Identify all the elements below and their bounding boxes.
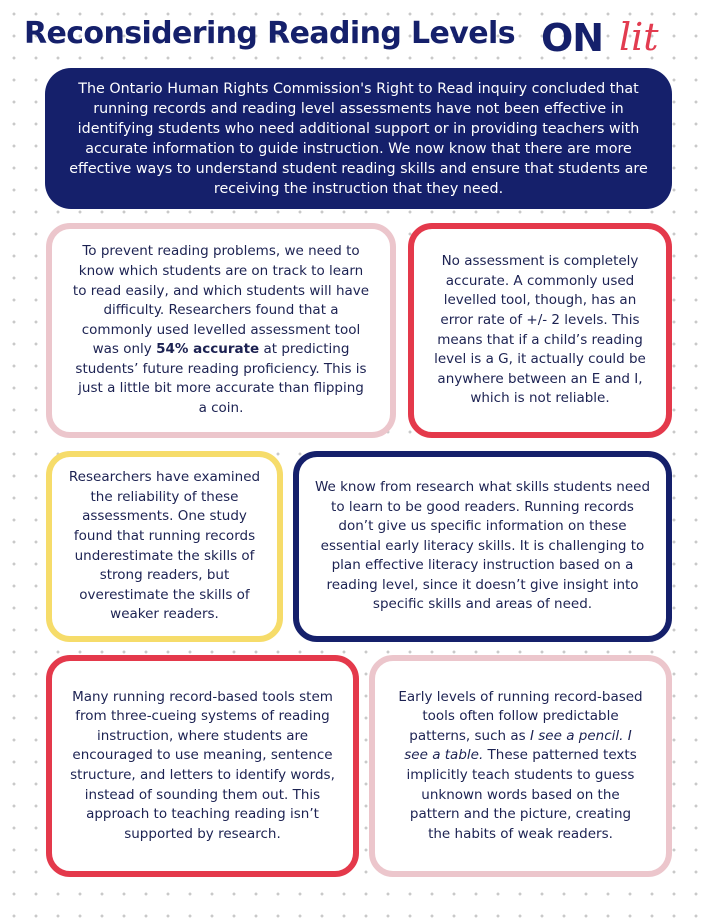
card1-text-before: To prevent reading problems, we need to know which students are on track to learn to read easily, and which students will have difficulty. Researchers found that a commonly used levelled assessment tool was only [72, 243, 370, 358]
onlit-logo [541, 12, 693, 64]
card-reliability [46, 451, 283, 642]
card6-text-italic: I see a pencil. I see a table. [404, 727, 632, 764]
card1-text-after: at predicting students’ future reading proficiency. This is just a little bit more accurate than flipping a coin. [75, 341, 367, 417]
card-prediction-accuracy-text [66, 242, 376, 418]
logo-lit-text: lit [619, 15, 659, 59]
page-title: Reconsidering Reading Levels [24, 16, 515, 51]
card-three-cueing-text: Many running record-based tools stem from three-cueing systems of reading instruction, where students are encouraged to use meaning, sentence structure, and letters to identify words, instead of sounding them out. This approach to teaching reading isn’t supported by research. [70, 688, 335, 842]
card-reliability-text: Researchers have examined the reliability of these assessments. One study found that running records underestimate the skills of strong readers, but overestimate the skills of weaker readers. [68, 469, 261, 623]
card6-text-after: These patterned texts implicitly teach students to guess unknown words based on the pattern and the picture, creating the habits of weak readers. [406, 747, 637, 842]
card-patterned-texts-text [389, 688, 652, 845]
card-three-cueing [46, 655, 359, 877]
card-error-rate [408, 223, 672, 438]
card-prediction-accuracy [46, 223, 396, 438]
intro-banner [45, 68, 672, 209]
card-skills [293, 451, 672, 642]
card1-text-bold: 54% accurate [156, 341, 260, 358]
logo-on-text: ON [541, 16, 604, 60]
card-patterned-texts [369, 655, 672, 877]
card-error-rate-text: No assessment is completely accurate. A commonly used levelled tool, though, has an error rate of +/- 2 levels. This means that if a child’s reading level is a G, it actually could be anywhere between an E and I, which is not reliable. [434, 253, 646, 407]
card6-text-before: Early levels of running record-based tools often follow predictable patterns, such as [398, 688, 643, 744]
card-skills-text: We know from research what skills students need to learn to be good readers. Running records don’t give us specific information on these essential early literacy skills. It is challenging to plan effective literacy instruction based on a reading level, since it doesn’t give insight into specific skills and areas of need. [314, 478, 651, 613]
intro-text: The Ontario Human Rights Commission's Right to Read inquiry concluded that running records and reading level assessments have not been effective in identifying students who need additional support or in providing teachers with accurate information to guide instruction. We now know that there are more effective ways to understand student reading skills and ensure that students are receiving the instruction that they need. [69, 80, 648, 197]
